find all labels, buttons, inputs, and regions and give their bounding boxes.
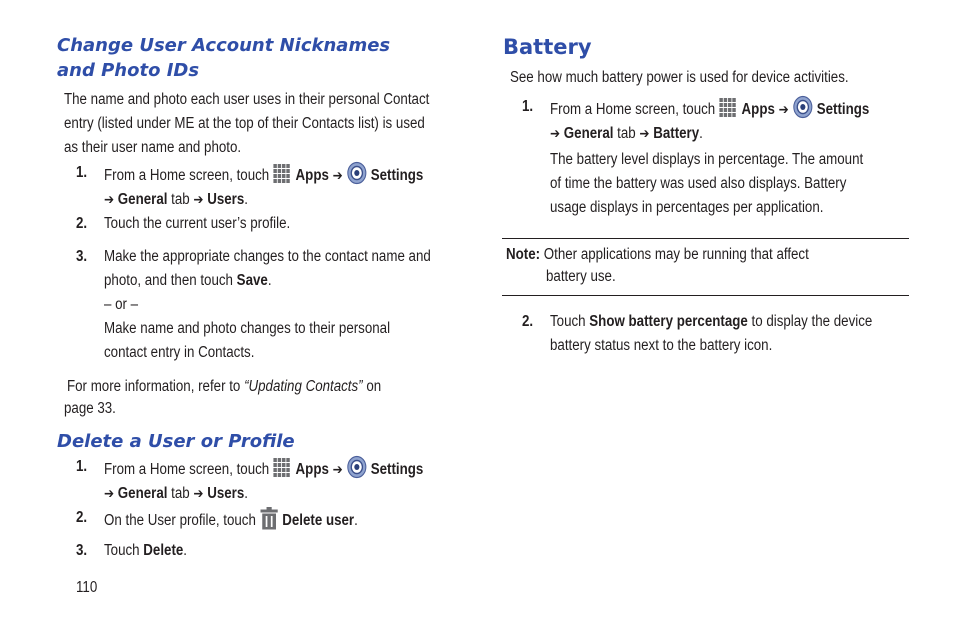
arrow-icon: ➔	[332, 462, 343, 478]
period: .	[354, 512, 358, 529]
users-label: Users	[207, 485, 245, 502]
more-info-text: For more information, refer to	[67, 378, 241, 395]
period: .	[699, 125, 703, 142]
battery-intro: See how much battery power is used for device activities.	[510, 69, 849, 86]
step-number-text: 1.	[76, 164, 88, 181]
step-3-alt-line2: contact entry in Contacts.	[104, 344, 255, 361]
step-rest-text: to display the device	[751, 313, 873, 330]
section-title-change-user-account	[57, 33, 390, 83]
apps-grid-icon	[719, 97, 738, 119]
step-lead-text: Touch	[550, 313, 586, 330]
section-title-delete-user: Delete a User or Profile	[57, 431, 295, 452]
delete-step-1-line1	[104, 455, 423, 482]
general-label: General	[117, 191, 168, 208]
show-battery-percentage-label: Show battery percentage	[589, 313, 748, 330]
step-2-instruction: Touch the current user’s profile.	[104, 215, 291, 232]
step-3-line1: Make the appropriate changes to the contact name and	[104, 248, 431, 265]
battery-step-2-line2: battery status next to the battery icon.	[550, 337, 773, 354]
apps-grid-icon	[273, 457, 292, 479]
step-number-text: 2.	[76, 215, 88, 232]
general-label: General	[563, 125, 614, 142]
step-number	[522, 310, 533, 334]
step-number	[76, 245, 87, 269]
note-line1	[506, 243, 809, 267]
step-number	[76, 506, 87, 530]
period: .	[183, 542, 188, 559]
step-number-text: 1.	[76, 458, 88, 475]
delete-step-1-line2	[104, 482, 423, 506]
more-info-on: on	[366, 378, 382, 395]
battery-step-1-line2	[550, 122, 869, 146]
settings-label: Settings	[370, 167, 424, 184]
delete-step-3-instruction	[104, 539, 187, 563]
battery-step-1-line1	[550, 95, 869, 122]
arrow-icon: ➔	[332, 168, 343, 184]
intro-line: entry (listed under ME at the top of their Contacts list) is used	[64, 115, 425, 132]
battery-label: Battery	[653, 125, 700, 142]
step-number-text: 2.	[522, 313, 534, 330]
note-top-rule	[502, 238, 909, 239]
note-line2: battery use.	[546, 268, 616, 285]
tab-text: tab	[171, 485, 190, 502]
step-number	[76, 539, 87, 563]
step-number	[76, 212, 87, 236]
period: .	[244, 485, 248, 502]
settings-gear-icon	[346, 455, 367, 479]
settings-gear-icon	[792, 95, 813, 119]
battery-step-1-instruction	[550, 95, 869, 146]
step-lead-text: Touch	[104, 542, 140, 559]
step-number	[522, 95, 533, 119]
note-label: Note:	[506, 246, 541, 263]
step-number	[76, 455, 87, 479]
more-info-line1	[67, 375, 381, 399]
note-bottom-rule	[502, 295, 909, 296]
tab-text: tab	[617, 125, 636, 142]
period: .	[244, 191, 248, 208]
cross-reference-link[interactable]: “Updating Contacts”	[244, 378, 363, 395]
arrow-icon: ➔	[104, 486, 115, 502]
arrow-icon: ➔	[550, 126, 561, 142]
step-lead-text: From a Home screen, touch	[104, 167, 270, 184]
battery-step-2-instruction	[550, 310, 872, 358]
description-line: usage displays in percentages per application.	[550, 199, 824, 216]
period: .	[267, 272, 272, 289]
step-3-line2	[104, 269, 431, 293]
step-number-text: 2.	[76, 509, 88, 526]
step-3-instruction	[104, 245, 431, 365]
arrow-icon: ➔	[639, 126, 650, 142]
save-label: Save	[236, 272, 268, 289]
or-separator: – or –	[104, 296, 139, 313]
step-lead-text: From a Home screen, touch	[550, 101, 716, 118]
section-title-line2: and Photo IDs	[57, 60, 200, 81]
step-lead-text: On the User profile, touch	[104, 512, 256, 529]
settings-gear-icon	[346, 161, 367, 185]
intro-line: The name and photo each user uses in their personal Contact	[64, 91, 430, 108]
battery-step-2-line1	[550, 310, 872, 334]
step-number	[76, 161, 87, 185]
section-title-battery: Battery	[503, 35, 592, 59]
step-1-line2	[104, 188, 423, 212]
battery-step-1-description	[550, 148, 863, 220]
section-title-line1: Change User Account Nicknames	[57, 35, 391, 56]
description-line: The battery level displays in percentage. The amount	[550, 151, 864, 168]
apps-label: Apps	[741, 101, 775, 118]
description-line: of time the battery was used also displays. Battery	[550, 175, 847, 192]
intro-paragraph	[64, 88, 429, 160]
users-label: Users	[207, 191, 245, 208]
page-number: 110	[76, 579, 98, 596]
note-text: Other applications may be running that affect	[543, 246, 809, 263]
step-number-text: 3.	[76, 542, 88, 559]
arrow-icon: ➔	[193, 486, 204, 502]
arrow-icon: ➔	[778, 102, 789, 118]
step-1-line1	[104, 161, 423, 188]
settings-label: Settings	[370, 461, 424, 478]
apps-grid-icon	[273, 163, 292, 185]
delete-step-1-instruction	[104, 455, 423, 506]
delete-step-2-instruction	[104, 506, 358, 533]
step-lead-text: From a Home screen, touch	[104, 461, 270, 478]
step-3-line2-text: photo, and then touch	[104, 272, 233, 289]
general-label: General	[117, 485, 168, 502]
intro-line: as their user name and photo.	[64, 139, 242, 156]
step-number-text: 1.	[522, 98, 534, 115]
step-3-alt-line1: Make name and photo changes to their personal	[104, 320, 391, 337]
arrow-icon: ➔	[193, 192, 204, 208]
tab-text: tab	[171, 191, 190, 208]
delete-user-label: Delete user	[282, 512, 355, 529]
more-info-page: page 33.	[64, 400, 116, 417]
arrow-icon: ➔	[104, 192, 115, 208]
trash-icon	[260, 506, 279, 530]
step-number-text: 3.	[76, 248, 88, 265]
apps-label: Apps	[295, 167, 329, 184]
settings-label: Settings	[816, 101, 870, 118]
apps-label: Apps	[295, 461, 329, 478]
step-1-instruction	[104, 161, 423, 212]
delete-label: Delete	[143, 542, 184, 559]
